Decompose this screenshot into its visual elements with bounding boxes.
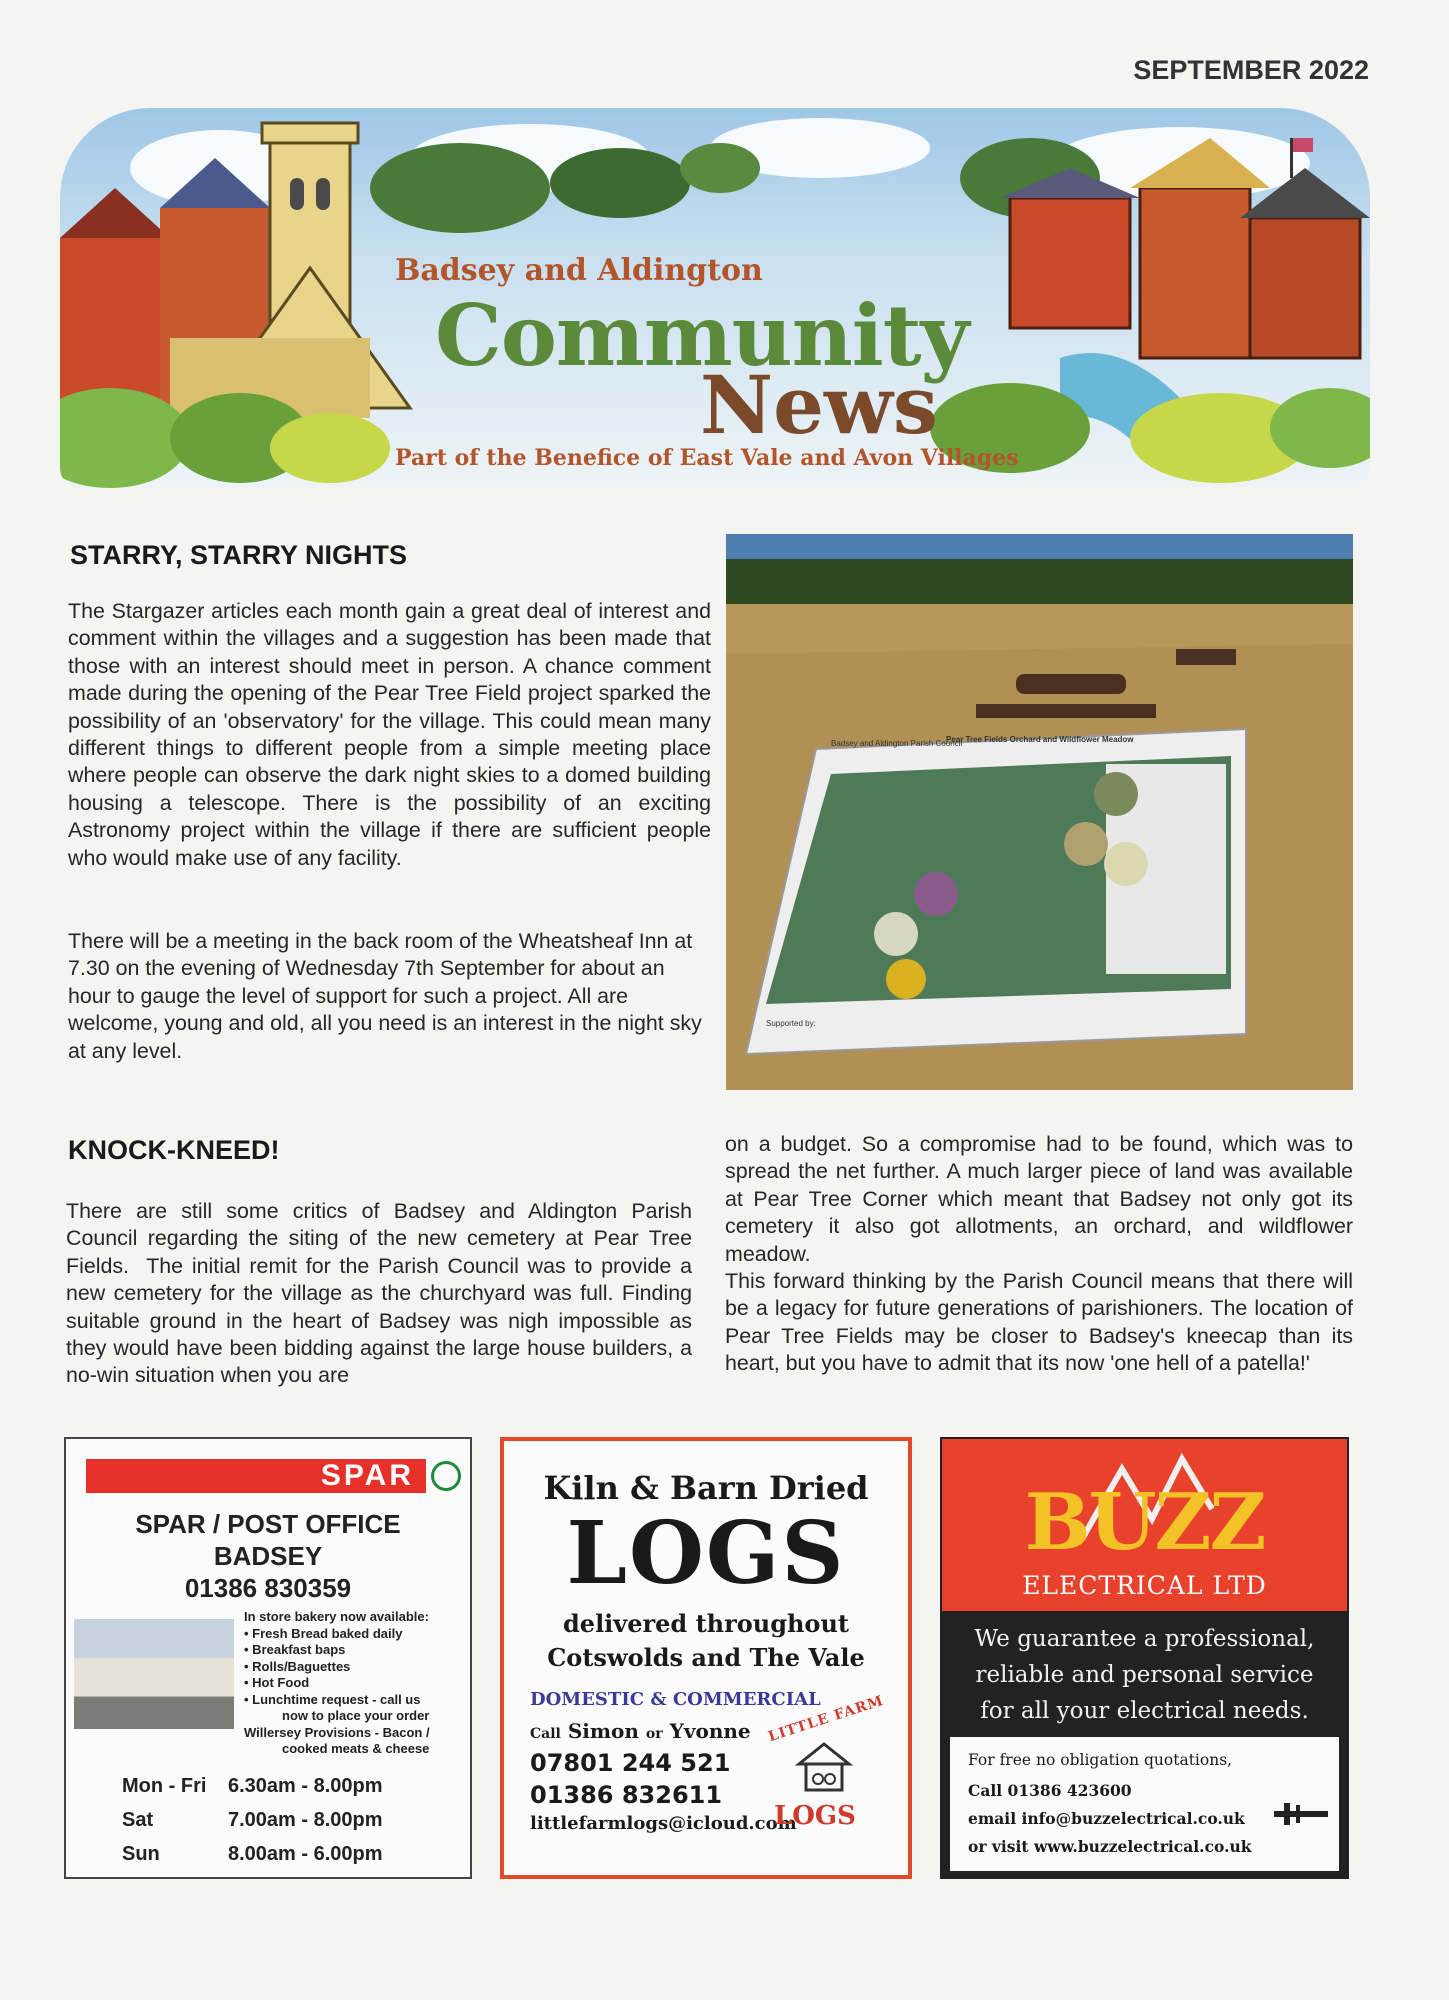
logs-advert [500, 1437, 912, 1879]
buzz-logo-panel [942, 1439, 1347, 1611]
list-item: Willersey Provisions - Bacon / [244, 1724, 430, 1740]
list-item: now to place your order [282, 1708, 430, 1723]
article-starry-para2: There will be a meeting in the back room of the Wheatsheaf Inn at 7.30 on the evening of Wednesday 7th September for about an hour to gauge the level of support for such a project. All are welcome, young and old, all you need is an interest in the night sky at any level. [68, 929, 702, 1063]
hours-row: Sat 7.00am - 8.00pm [122, 1809, 383, 1831]
article-knock-para2: This forward thinking by the Parish Council means that there will be a legacy for future generations of parishioners. The location of Pear Tree Fields may be closer to Badsey's kneecap than its heart, but you have to admit that its now 'one hell of a patella!' [725, 1269, 1353, 1376]
shop-photo [74, 1619, 234, 1729]
list-item: • Lunchtime request - call us [244, 1691, 421, 1707]
spar-logo: SPAR [320, 1459, 414, 1492]
issue-date: SEPTEMBER 2022 [1133, 55, 1369, 85]
buzz-email: email info@buzzelectrical.co.uk [968, 1809, 1245, 1828]
spar-line1: SPAR / POST OFFICE [135, 1509, 401, 1539]
article-knock-para1-col1: There are still some critics of Badsey and Aldington Parish Council regarding the siting of the new cemetery at Pear Tree Fields. The initial remit for the Parish Council was to provide a new cemetery for the village as the churchyard was full. Finding suitable ground in the heart of Badsey was nigh impossible as they would have been bidding against the large house builders, a no-win situation when you are [66, 1199, 692, 1388]
logs-phone1: 07801 244 521 [530, 1749, 731, 1777]
buzz-guarantee: We guarantee a professional, reliable and personal service for all your electrical needs. [974, 1626, 1315, 1724]
logs-email: littlefarmlogs@icloud.com [530, 1813, 797, 1834]
logs-line2: LOGS [566, 1503, 846, 1604]
masthead-banner [60, 108, 1370, 488]
logs-call-line: Call Simon or Yvonne [530, 1719, 751, 1743]
photo-scene [726, 534, 1353, 1090]
spar-phone: 01386 830359 [184, 1573, 352, 1603]
logs-line3: delivered throughout [563, 1609, 849, 1638]
sign-org-label: Badsey and Aldington Parish Council [831, 739, 963, 748]
article-heading-knock-kneed: KNOCK-KNEED! [68, 1135, 280, 1165]
masthead-title-news: News [700, 358, 938, 452]
spar-advert [64, 1437, 472, 1879]
sign-title: Pear Tree Fields Orchard and Wildflower Meadow [946, 735, 1134, 744]
logs-line1: Kiln & Barn Dried [543, 1469, 869, 1507]
buzz-phone: Call 01386 423600 [968, 1781, 1132, 1800]
logs-line4: Cotswolds and The Vale [547, 1643, 865, 1672]
buzz-subtitle: ELECTRICAL LTD [1022, 1571, 1267, 1600]
hours-row: Mon - Fri 6.30am - 8.00pm [122, 1775, 383, 1797]
sign-supported-by: Supported by: [766, 1019, 816, 1028]
masthead-subtitle: Badsey and Aldington [395, 253, 763, 288]
list-item: • Rolls/Baguettes [244, 1658, 351, 1674]
spar-logo-bar [86, 1459, 426, 1493]
buzz-quote-line: For free no obligation quotations, [968, 1751, 1233, 1769]
article-knock-col2 [725, 1131, 1353, 1378]
list-item: • Breakfast baps [244, 1642, 346, 1657]
buzz-contact-box [950, 1737, 1339, 1871]
approved-contractor-icon [1272, 1797, 1330, 1837]
masthead-title-community: Community [435, 286, 969, 385]
buzz-logo: BUZZ [1024, 1477, 1265, 1568]
hours-row: Sun 8.00am - 6.00pm [122, 1843, 383, 1865]
article-starry-para1: The Stargazer articles each month gain a great deal of interest and comment within the villages and a suggestion has been made that those with an interest should meet in person. A chance comment made during the opening of the Pear Tree Field project sparked the possibility of an 'observatory' for the village. This could mean many different things to different people from a simple meeting place where people can observe the dark night skies to a domed building housing a telescope. There is the possibility of an exciting Astronomy project within the village if there are sufficient people who would make use of any facility. [68, 599, 711, 870]
spar-line2: BADSEY [213, 1541, 323, 1571]
logs-domestic-commercial: DOMESTIC & COMMERCIAL [530, 1689, 821, 1710]
list-item: In store bakery now available: [244, 1609, 429, 1624]
masthead-tagline: Part of the Benefice of East Vale and Avon Villages [395, 445, 1019, 471]
spar-tree-icon [431, 1461, 461, 1491]
logs-phone2: 01386 832611 [530, 1781, 723, 1809]
little-farm-logs-word: LOGS [774, 1801, 856, 1831]
pear-tree-fields-photo [726, 534, 1353, 1090]
spar-services-list [244, 1609, 430, 1758]
little-farm-brand: LITTLE FARM [766, 1692, 886, 1746]
buzz-advert [940, 1437, 1349, 1879]
article-knock-para1-col2: on a budget. So a compromise had to be found, which was to spread the net further. A much larger piece of land was available at Pear Tree Corner which meant that Badsey not only got its cemetery it also got allotments, an orchard, and wildflower meadow. [725, 1132, 1353, 1266]
list-item: cooked meats & cheese [282, 1741, 430, 1756]
list-item: • Fresh Bread baked daily [244, 1625, 403, 1641]
buzz-website: or visit www.buzzelectrical.co.uk [968, 1837, 1252, 1856]
article-heading-starry: STARRY, STARRY NIGHTS [70, 540, 408, 570]
list-item: • Hot Food [244, 1675, 310, 1690]
log-store-icon [794, 1739, 854, 1795]
